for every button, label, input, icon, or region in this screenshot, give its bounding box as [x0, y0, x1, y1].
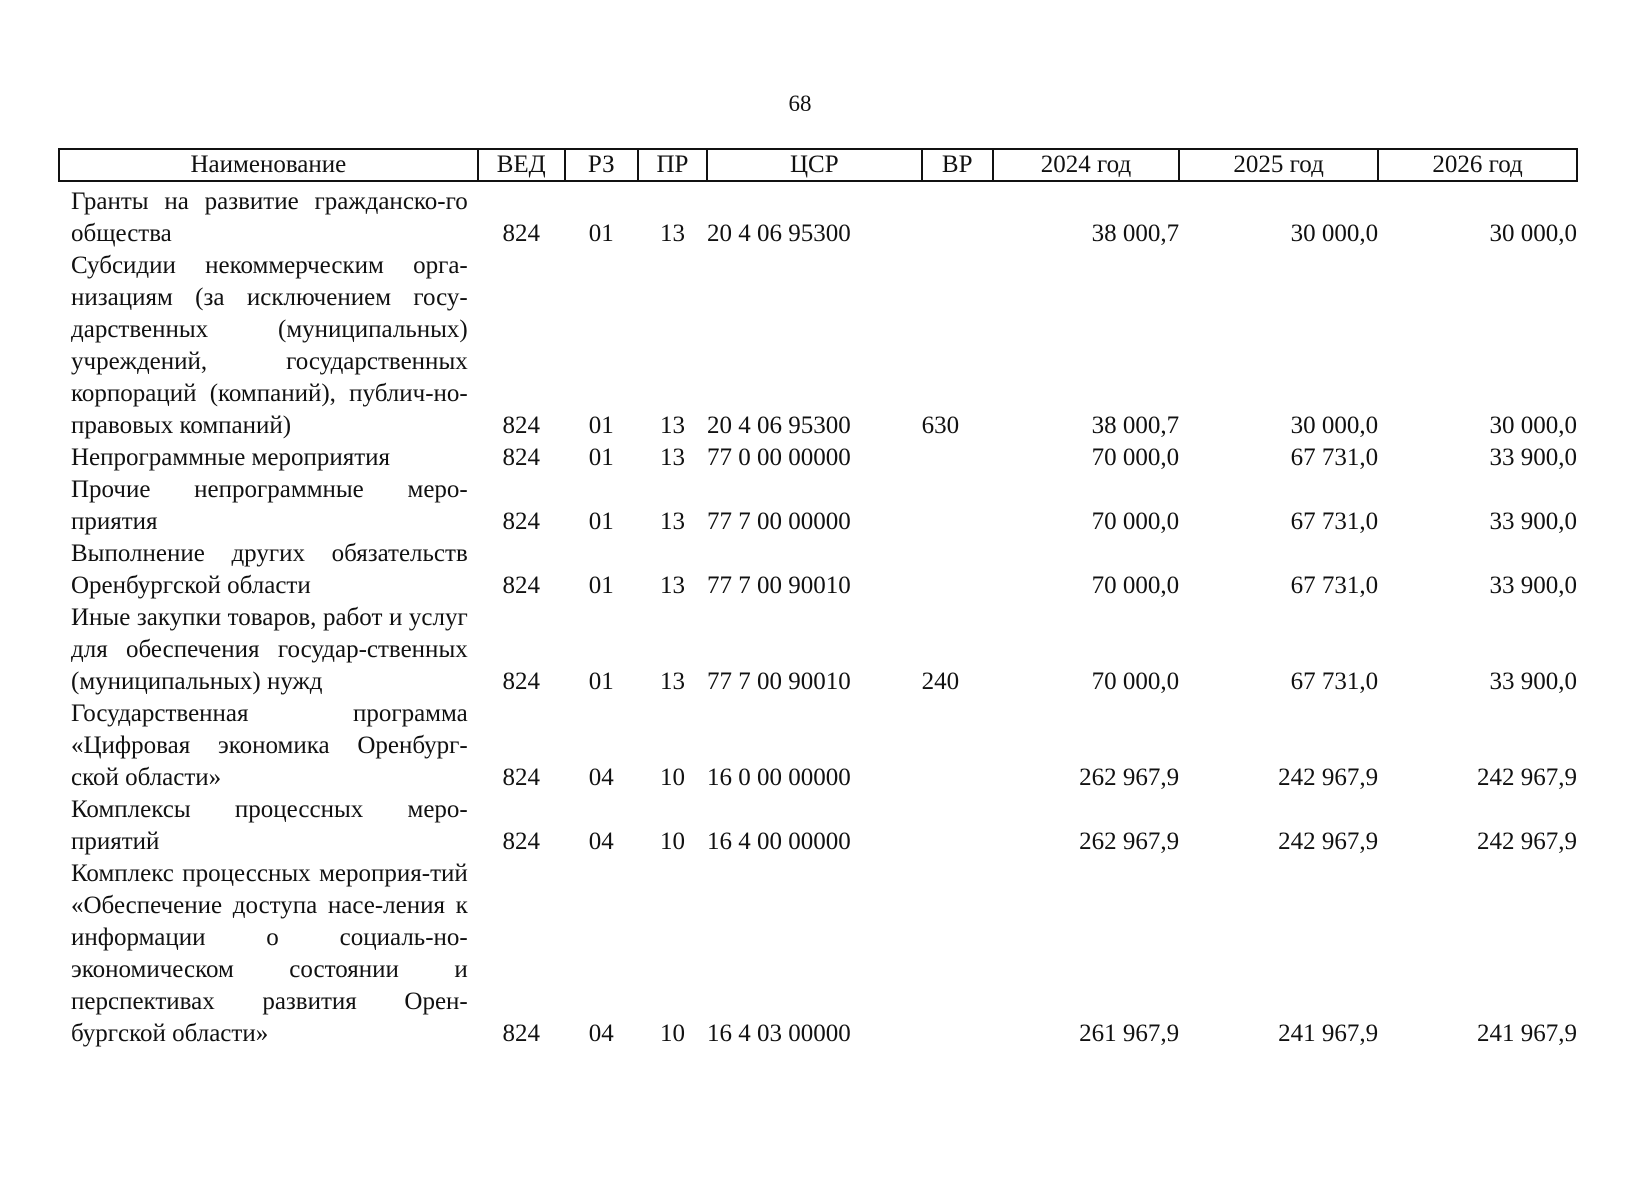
cell-rz: 01	[588, 220, 614, 247]
header-rz: РЗ	[565, 149, 638, 181]
header-2025: 2025 год	[1179, 149, 1378, 181]
cell-csr: 77 7 00 00000	[707, 508, 851, 535]
cell-name: Комплекс процессных мероприя-тий «Обеспечение доступа насе-ления к информации о социаль-но-экономическом состоянии и перспективах развития Орен-бургской области»	[71, 860, 468, 1047]
cell-pr: 10	[659, 1020, 685, 1047]
page-number: 68	[788, 91, 812, 116]
cell-2025: 67 731,0	[1290, 444, 1379, 471]
cell-csr: 20 4 06 95300	[707, 220, 851, 247]
cell-rz: 01	[588, 508, 614, 535]
cell-vr: 630	[921, 412, 960, 439]
cell-2026: 242 967,9	[1477, 828, 1577, 855]
cell-name: Непрограммные мероприятия	[71, 444, 391, 471]
cell-2026: 33 900,0	[1489, 572, 1577, 599]
table-row	[59, 181, 1577, 250]
cell-vr	[922, 794, 993, 858]
cell-vr	[922, 858, 993, 1050]
cell-name: Выполнение других обязательств Оренбургской области	[71, 540, 468, 599]
cell-rz: 04	[588, 828, 614, 855]
cell-2024: 262 967,9	[1079, 764, 1180, 791]
cell-2026: 242 967,9	[1477, 764, 1577, 791]
cell-csr: 20 4 06 95300	[707, 412, 851, 439]
cell-2025: 67 731,0	[1290, 508, 1379, 535]
cell-2024: 262 967,9	[1079, 828, 1180, 855]
header-pr: ПР	[638, 149, 707, 181]
cell-rz: 04	[588, 1020, 614, 1047]
cell-name: Государственная программа «Цифровая экономика Оренбург-ской области»	[71, 700, 468, 791]
header-csr: ЦСР	[707, 149, 922, 181]
cell-pr: 13	[659, 412, 685, 439]
cell-vr	[922, 181, 993, 250]
cell-pr: 13	[659, 220, 685, 247]
cell-2024: 38 000,7	[1091, 412, 1180, 439]
cell-pr: 10	[659, 764, 685, 791]
cell-name: Субсидии некоммерческим орга-низациям (за исключением госу-дарственных (муниципальных) учреждений, государственных корпораций (компаний), публич-но-правовых компаний)	[71, 252, 468, 439]
cell-name: Прочие непрограммные меро-приятия	[71, 476, 468, 535]
header-ved: ВЕД	[478, 149, 565, 181]
cell-2024: 70 000,0	[1091, 572, 1180, 599]
cell-pr: 13	[659, 668, 685, 695]
cell-2024: 38 000,7	[1091, 220, 1180, 247]
cell-rz: 01	[588, 668, 614, 695]
cell-csr: 16 4 00 00000	[707, 828, 851, 855]
cell-2026: 30 000,0	[1489, 412, 1577, 439]
cell-2025: 30 000,0	[1290, 220, 1379, 247]
cell-2026: 241 967,9	[1477, 1020, 1577, 1047]
table-row	[59, 538, 1577, 602]
table-row	[59, 474, 1577, 538]
table-row	[59, 698, 1577, 794]
cell-csr: 77 7 00 90010	[707, 668, 851, 695]
cell-2026: 33 900,0	[1489, 508, 1577, 535]
cell-csr: 77 7 00 90010	[707, 572, 851, 599]
cell-rz: 01	[588, 572, 614, 599]
table-row	[59, 602, 1577, 698]
cell-csr: 77 0 00 00000	[707, 444, 851, 471]
cell-vr: 240	[921, 668, 960, 695]
cell-2026: 30 000,0	[1489, 220, 1577, 247]
cell-2025: 242 967,9	[1278, 828, 1379, 855]
cell-vr	[922, 698, 993, 794]
cell-2026: 33 900,0	[1489, 668, 1577, 695]
cell-csr: 16 0 00 00000	[707, 764, 851, 791]
header-2024: 2024 год	[993, 149, 1179, 181]
cell-name: Гранты на развитие гражданско-го общества	[71, 188, 468, 247]
cell-rz: 04	[588, 764, 614, 791]
cell-ved: 824	[502, 220, 540, 247]
cell-ved: 824	[502, 444, 540, 471]
header-row	[59, 149, 1577, 181]
header-2026: 2026 год	[1378, 149, 1577, 181]
cell-ved: 824	[502, 508, 540, 535]
header-name: Наименование	[59, 149, 478, 181]
cell-2024: 70 000,0	[1091, 668, 1180, 695]
header-vr: ВР	[922, 149, 993, 181]
cell-2025: 242 967,9	[1278, 764, 1379, 791]
table-row	[59, 250, 1577, 442]
cell-name: Комплексы процессных меро-приятий	[71, 796, 468, 855]
cell-pr: 10	[659, 828, 685, 855]
cell-vr	[922, 474, 993, 538]
table-row	[59, 442, 1577, 474]
cell-pr: 13	[659, 444, 685, 471]
cell-2024: 70 000,0	[1091, 444, 1180, 471]
table-header	[59, 149, 1577, 181]
cell-name: Иные закупки товаров, работ и услуг для обеспечения государ-ственных (муниципальных) нужд	[71, 604, 468, 695]
cell-ved: 824	[502, 828, 540, 855]
cell-vr	[922, 442, 993, 474]
budget-table	[58, 148, 1578, 1050]
cell-pr: 13	[659, 508, 685, 535]
cell-2025: 67 731,0	[1290, 668, 1379, 695]
cell-ved: 824	[502, 764, 540, 791]
cell-2024: 70 000,0	[1091, 508, 1180, 535]
cell-rz: 01	[588, 412, 614, 439]
cell-csr: 16 4 03 00000	[707, 1020, 851, 1047]
cell-2025: 241 967,9	[1278, 1020, 1379, 1047]
cell-rz: 01	[588, 444, 614, 471]
cell-2024: 261 967,9	[1079, 1020, 1180, 1047]
cell-2025: 30 000,0	[1290, 412, 1379, 439]
cell-ved: 824	[502, 412, 540, 439]
cell-2026: 33 900,0	[1489, 444, 1577, 471]
cell-vr	[922, 538, 993, 602]
table-row	[59, 858, 1577, 1050]
table-body	[59, 181, 1577, 1050]
cell-ved: 824	[502, 1020, 540, 1047]
cell-ved: 824	[502, 668, 540, 695]
cell-pr: 13	[659, 572, 685, 599]
cell-2025: 67 731,0	[1290, 572, 1379, 599]
table-row	[59, 794, 1577, 858]
cell-ved: 824	[502, 572, 540, 599]
